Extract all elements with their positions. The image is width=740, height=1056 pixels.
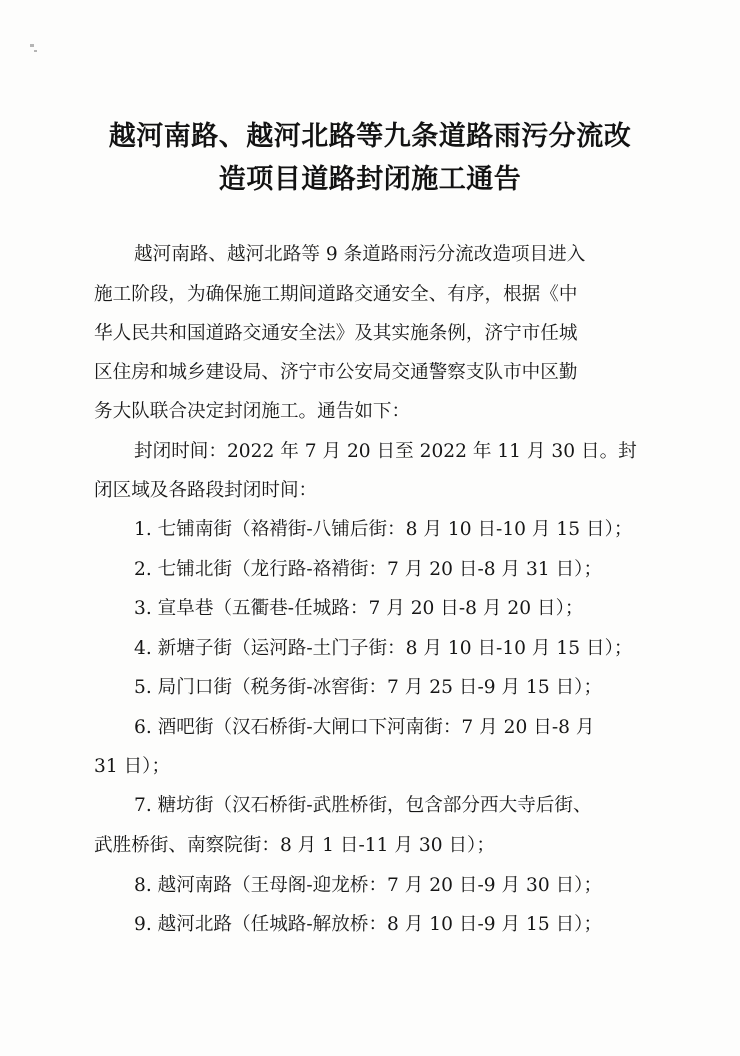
intro-line: 华人民共和国道路交通安全法》及其实施条例，济宁市任城 [94,323,578,344]
closure-area-line: 闭区域及各路段封闭时间： [94,480,318,501]
intro-line: 施工阶段，为确保施工期间道路交通安全、有序，根据《中 [94,284,578,305]
list-item: 3. 宣阜巷（五衢巷-任城路：7 月 20 日-8 月 20 日）； [134,598,584,619]
intro-line: 务大队联合决定封闭施工。通告如下： [94,401,411,422]
list-item-continuation: 31 日）； [94,756,171,777]
intro-line: 越河南路、越河北路等 9 条道路雨污分流改造项目进入 [134,244,586,265]
list-item: 4. 新塘子街（运河路-土门子街：8 月 10 日-10 月 15 日）； [134,638,633,659]
closure-time-line: 封闭时间：2022 年 7 月 20 日至 2022 年 11 月 30 日。封 [134,441,637,462]
list-item: 7. 糖坊街（汉石桥街-武胜桥街，包含部分西大寺后街、 [134,795,592,816]
list-item: 8. 越河南路（王母阁-迎龙桥：7 月 20 日-9 月 30 日）； [134,875,603,896]
scan-speck [30,44,34,47]
list-item: 9. 越河北路（任城路-解放桥：8 月 10 日-9 月 15 日）； [134,914,603,935]
list-item: 2. 七铺北街（龙行路-袼褙街：7 月 20 日-8 月 31 日）； [134,559,603,580]
list-item: 5. 局门口街（税务街-冰窖街：7 月 25 日-9 月 15 日）； [134,677,603,698]
list-item: 6. 酒吧街（汉石桥街-大闸口下河南街：7 月 20 日-8 月 [134,717,595,738]
intro-line: 区住房和城乡建设局、济宁市公安局交通警察支队市中区勤 [94,362,578,383]
list-item-continuation: 武胜桥街、南察院街：8 月 1 日-11 月 30 日）； [94,835,495,856]
scan-speck [34,50,37,52]
list-item: 1. 七铺南街（袼褙街-八铺后街：8 月 10 日-10 月 15 日）； [134,519,633,540]
notice-title-line-2: 造项目道路封闭施工通告 [218,164,522,195]
notice-title-line-1: 越河南路、越河北路等九条道路雨污分流改 [108,121,632,152]
